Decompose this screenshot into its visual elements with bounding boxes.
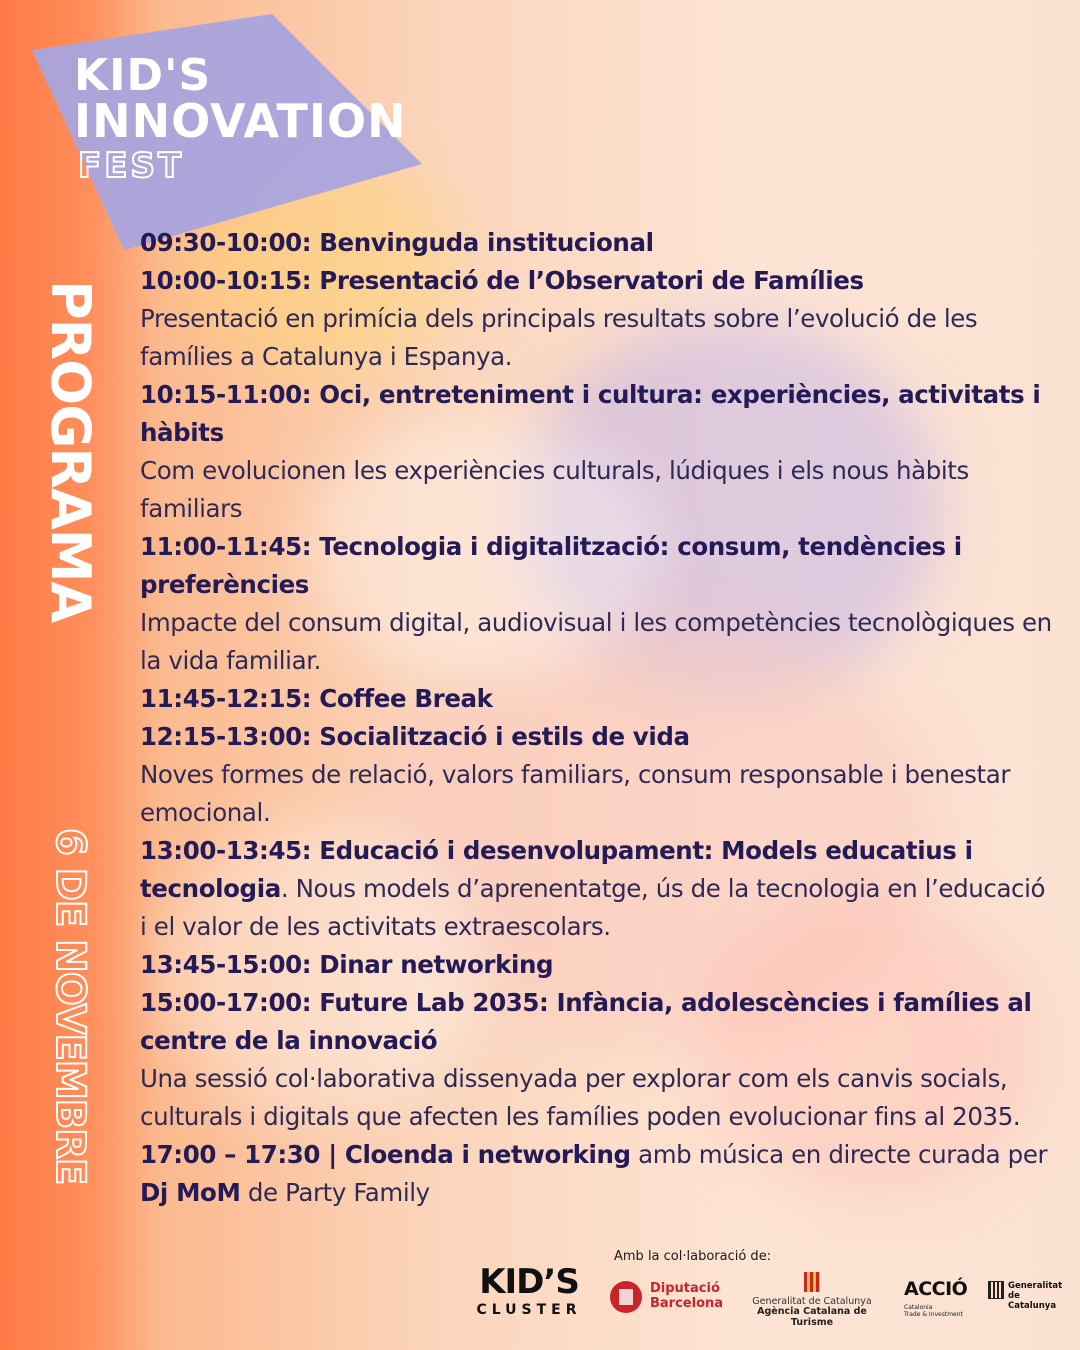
logo-line3: FEST <box>78 146 185 186</box>
closing-text: amb música en directe curada per <box>630 1140 1048 1169</box>
schedule-item <box>140 680 1055 718</box>
kids-cluster-sub: CLUSTER <box>476 1302 582 1318</box>
dj-name: Dj MoM <box>140 1178 241 1207</box>
diputacio-line1: Diputació <box>650 1281 720 1296</box>
generalitat-line2: de Catalunya <box>1008 1291 1057 1311</box>
item-heading: 12:15-13:00: Socialització i estils de vida <box>140 722 690 751</box>
accio-title: ACCIÓ <box>904 1278 968 1300</box>
item-description: Presentació en primícia dels principals resultats sobre l’evolució de les famílies a Catalunya i Espanya. <box>140 304 978 371</box>
schedule-item <box>140 262 1055 376</box>
senyera-icon <box>804 1272 820 1292</box>
turisme-logo <box>742 1272 882 1328</box>
programa-title: PROGRAMA <box>39 280 102 623</box>
closing-heading: 17:00 – 17:30 | Cloenda i networking <box>140 1140 631 1169</box>
turisme-line1: Generalitat de Catalunya <box>752 1296 872 1307</box>
accio-logo <box>904 1278 984 1318</box>
generalitat-logo <box>988 1281 1068 1311</box>
side-banner <box>36 280 104 1250</box>
diputacio-line2: Barcelona <box>650 1296 724 1311</box>
accio-sub1: Catalonia <box>904 1304 933 1311</box>
closing-tail: de Party Family <box>240 1178 430 1207</box>
kids-cluster-logo <box>470 1262 588 1322</box>
schedule-item <box>140 984 1055 1136</box>
item-heading: 11:00-11:45: Tecnologia i digitalització: consum, tendències i preferències <box>140 532 962 599</box>
schedule-item <box>140 224 1055 262</box>
item-description: Una sessió col·laborativa dissenyada per explorar com els canvis socials, culturals i digitals que afecten les famílies poden evolucionar fins al 2035. <box>140 1064 1021 1131</box>
item-heading: 15:00-17:00: Future Lab 2035: Infància, adolescències i famílies al centre de la innovació <box>140 988 1032 1055</box>
schedule-item <box>140 376 1055 528</box>
item-description: Com evolucionen les experiències culturals, lúdiques i els nous hàbits familiars <box>140 456 969 523</box>
event-date: 6 DE NOVEMBRE <box>47 828 93 1185</box>
schedule-item <box>140 528 1055 680</box>
schedule-item <box>140 832 1055 946</box>
diputacio-seal-icon <box>610 1281 642 1313</box>
item-heading: 13:45-15:00: Dinar networking <box>140 950 554 979</box>
item-description: Noves formes de relació, valors familiars, consum responsable i benestar emocional. <box>140 760 1011 827</box>
item-heading: 10:00-10:15: Presentació de l’Observatori de Famílies <box>140 266 864 295</box>
schedule-item-closing <box>140 1136 1055 1212</box>
schedule-item <box>140 946 1055 984</box>
item-description: Impacte del consum digital, audiovisual i les competències tecnològiques en la vida familiar. <box>140 608 1052 675</box>
item-heading: 10:15-11:00: Oci, entreteniment i cultura: experiències, activitats i hàbits <box>140 380 1041 447</box>
item-heading: 09:30-10:00: Benvinguda institucional <box>140 228 654 257</box>
schedule-item <box>140 718 1055 832</box>
item-heading: 11:45-12:15: Coffee Break <box>140 684 493 713</box>
logo-line2: INNOVATION <box>74 94 407 148</box>
turisme-line2: Agència Catalana de Turisme <box>757 1306 867 1328</box>
accio-sub2: Trade & Investment <box>904 1311 963 1318</box>
generalitat-icon <box>988 1281 1004 1299</box>
generalitat-line1: Generalitat <box>1008 1281 1063 1291</box>
item-description: . Nous models d’aprenentatge, ús de la tecnologia en l’educació i el valor de les activitats extraescolars. <box>140 874 1046 941</box>
item-heading: 13:00-13:45: Educació i desenvolupament: Models educatius i tecnologia <box>140 836 973 903</box>
collaboration-label: Amb la col·laboració de: <box>614 1249 772 1264</box>
schedule <box>140 224 1055 1212</box>
logo-line1: KID'S <box>74 50 212 101</box>
diputacio-logo <box>610 1278 730 1318</box>
kids-cluster-title: KID’S <box>479 1262 579 1302</box>
